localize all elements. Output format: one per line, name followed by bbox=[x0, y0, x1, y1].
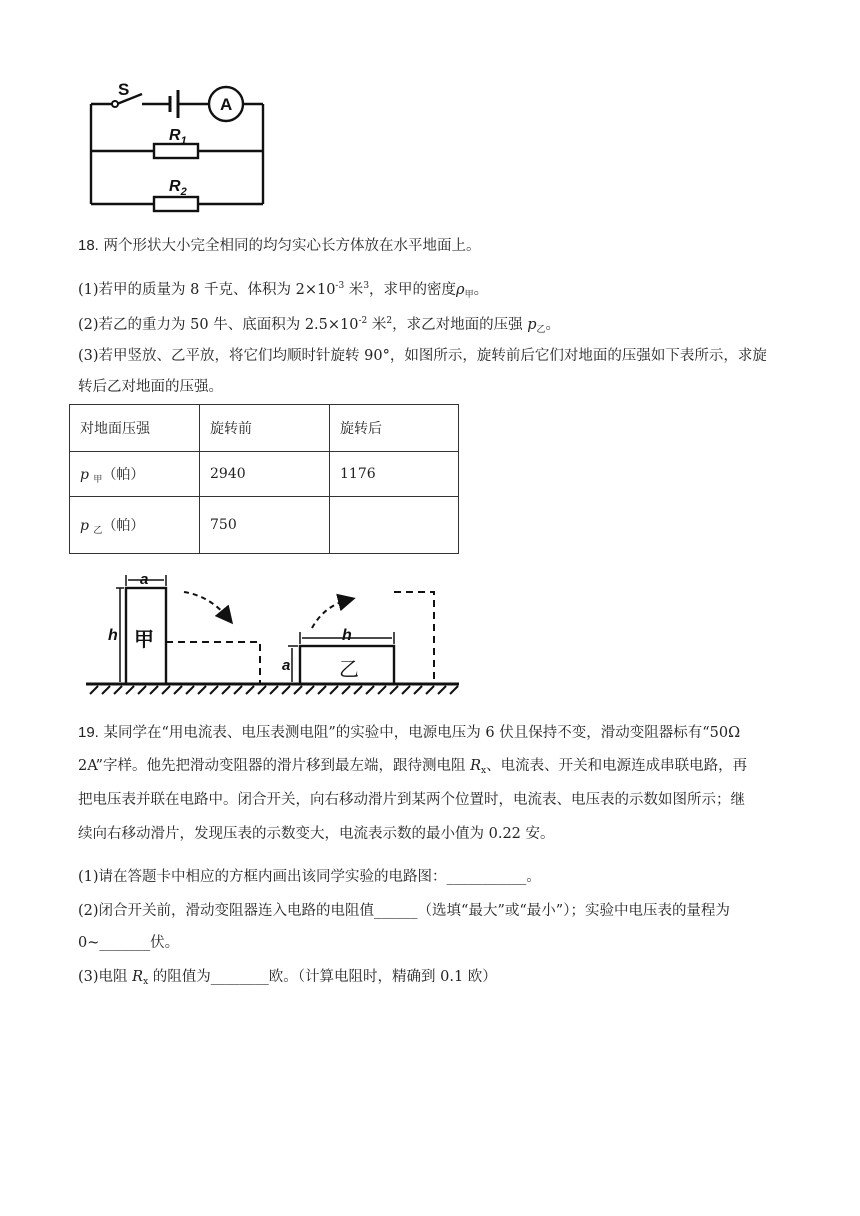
table-row bbox=[70, 497, 459, 554]
q18-rho-subscript: 甲 bbox=[464, 290, 474, 300]
table-cell: 1176 bbox=[330, 452, 459, 497]
q19-rx-symbol: R bbox=[470, 758, 482, 774]
pressure-symbol: p bbox=[80, 466, 89, 483]
table-cell bbox=[70, 452, 200, 497]
q18-p1-ask: ，求甲的密度 bbox=[369, 282, 457, 298]
r1-label: R bbox=[169, 127, 181, 144]
pressure-unit: （帕） bbox=[102, 517, 145, 534]
table-cell: 2940 bbox=[200, 452, 330, 497]
q19-part3 bbox=[78, 967, 497, 992]
q19-line1 bbox=[78, 723, 740, 743]
q18-part3-line1: (3)若甲竖放、乙平放，将它们均顺时针旋转 90°，如图所示，旋转前后它们对地面的压强如下表所示，求旋 bbox=[78, 348, 767, 364]
pressure-table bbox=[69, 404, 459, 554]
q19-part1: (1)请在答题卡中相应的方框内画出该同学实验的电路图：___________。 bbox=[78, 869, 541, 885]
table-header-row bbox=[70, 405, 459, 452]
q19-line2-text: 2A”字样。他先把滑动变阻器的滑片移到最左端，跟待测电阻 bbox=[78, 758, 471, 774]
r1-subscript: 1 bbox=[180, 135, 187, 147]
table-row bbox=[70, 452, 459, 497]
q19-rx-subscript: x bbox=[481, 766, 487, 776]
q19-stem: 某同学在“用电流表、电压表测电阻”的实验中，电源电压为 6 伏且保持不变，滑动变阻器标有“50Ω bbox=[103, 725, 741, 741]
q19-number: 19. bbox=[78, 724, 99, 741]
q19-line4: 续向右移动滑片，发现压表的示数变大，电流表示数的最小值为 0.22 安。 bbox=[78, 826, 555, 842]
svg-text:R2 bbox=[169, 178, 187, 198]
q18-p1-unit-exponent: 3 bbox=[363, 281, 370, 291]
ammeter-label: A bbox=[220, 95, 233, 114]
pressure-subscript: 乙 bbox=[93, 525, 103, 536]
q19-p3-rest: 的阻值为________欧。（计算电阻时，精确到 0.1 欧） bbox=[148, 969, 497, 985]
table-cell bbox=[330, 497, 459, 554]
q18-p2-unit-exponent: 2 bbox=[386, 316, 393, 326]
rotation-figure bbox=[84, 570, 464, 702]
table-header-cell: 对地面压强 bbox=[70, 405, 200, 452]
q18-part3-line2: 转后乙对地面的压强。 bbox=[78, 379, 223, 395]
q19-part2-line1: (2)闭合开关前，滑动变阻器连入电路的电阻值______（选填“最大”或“最小”）；实验中电压表的量程为 bbox=[78, 903, 730, 919]
q18-p-symbol: p bbox=[527, 317, 537, 333]
q18-p1-unit: 米 bbox=[344, 282, 364, 298]
q18-part1 bbox=[78, 276, 488, 305]
q19-line2 bbox=[78, 756, 747, 781]
table-header-cell: 旋转后 bbox=[330, 405, 459, 452]
dimension-a-label-yi: a bbox=[282, 657, 291, 674]
table-cell: 750 bbox=[200, 497, 330, 554]
pressure-unit: （帕） bbox=[102, 466, 145, 483]
table-cell bbox=[70, 497, 200, 554]
q18-p1-text: (1)若甲的质量为 8 千克、体积为 2×10 bbox=[78, 282, 336, 298]
q18-p-subscript: 乙 bbox=[536, 325, 546, 335]
q18-stem: 两个形状大小完全相同的均匀实心长方体放在水平地面上。 bbox=[103, 238, 481, 254]
q18-p1-end: 。 bbox=[473, 282, 489, 298]
q19-line2-rest: 、电流表、开关和电源连成串联电路，再 bbox=[486, 758, 748, 774]
table-header-cell: 旋转前 bbox=[200, 405, 330, 452]
q18-p2-exponent: -2 bbox=[358, 316, 368, 326]
block-jia-label: 甲 bbox=[134, 627, 154, 651]
q19-p3-text: (3)电阻 bbox=[78, 969, 133, 985]
q18-p2-end: 。 bbox=[545, 317, 561, 333]
r2-subscript: 2 bbox=[180, 186, 187, 198]
q18-part2 bbox=[78, 311, 560, 340]
q19-p3-rx-symbol: R bbox=[132, 969, 144, 985]
dimension-a-label-jia: a bbox=[140, 571, 149, 588]
q18-p2-text: (2)若乙的重力为 50 牛、底面积为 2.5×10 bbox=[78, 317, 359, 333]
dimension-h-label-yi: h bbox=[342, 627, 352, 644]
dimension-h-label-jia: h bbox=[108, 627, 118, 644]
r2-label: R bbox=[169, 178, 181, 195]
q18-stem-line bbox=[78, 236, 480, 256]
q18-p2-ask: ，求乙对地面的压强 bbox=[392, 317, 528, 333]
q18-rho-symbol: ρ bbox=[456, 282, 465, 298]
q18-p2-unit: 米 bbox=[367, 317, 387, 333]
block-yi-label: 乙 bbox=[339, 657, 359, 681]
q19-part2-line2: 0~_______伏。 bbox=[78, 935, 180, 951]
q18-number: 18. bbox=[78, 237, 99, 254]
pressure-symbol: p bbox=[80, 517, 89, 534]
pressure-subscript: 甲 bbox=[93, 474, 103, 485]
switch-label: S bbox=[118, 80, 130, 99]
q19-p3-rx-subscript: x bbox=[143, 977, 149, 987]
circuit-diagram bbox=[80, 78, 280, 214]
q19-line3: 把电压表并联在电路中。闭合开关，向右移动滑片到某两个位置时，电流表、电压表的示数如图所示；继 bbox=[78, 792, 745, 808]
q18-p1-exponent: -3 bbox=[335, 281, 345, 291]
